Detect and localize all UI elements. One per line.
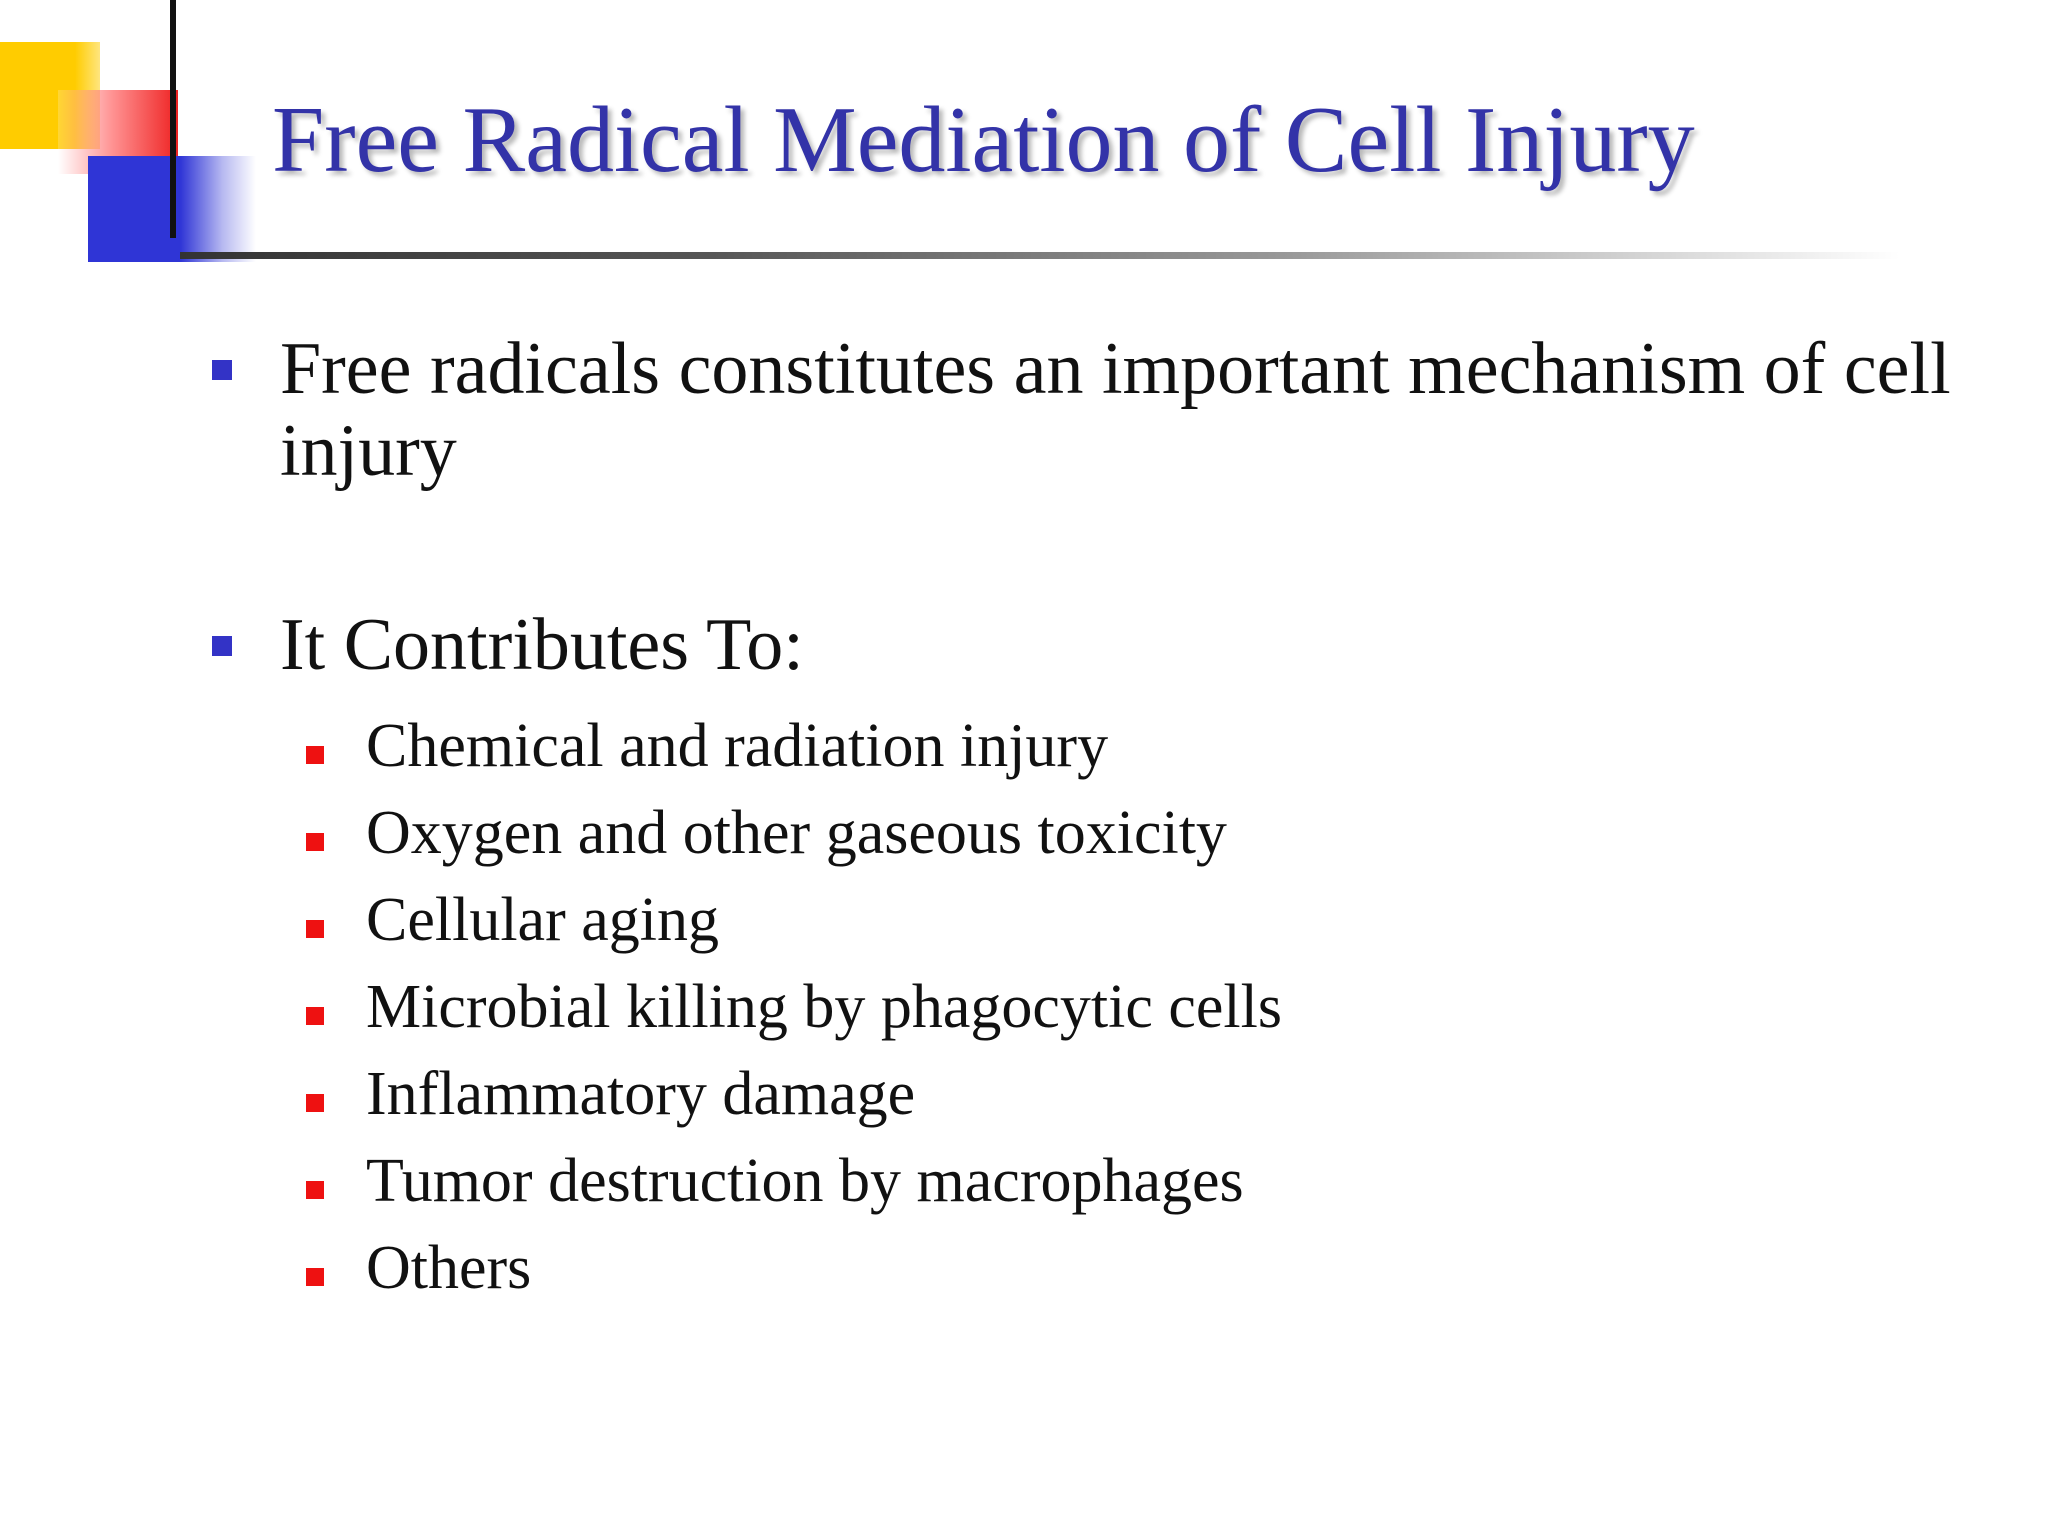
sub-item-text: Tumor destruction by macrophages [366,1147,1244,1215]
sub-item-text: Oxygen and other gaseous toxicity [366,799,1227,867]
slide-title: Free Radical Mediation of Cell Injury [272,88,1695,192]
square-bullet-icon [306,920,324,938]
bullet-item-2 [212,604,2012,686]
bullet-text: It Contributes To: [280,604,804,686]
sub-item-text: Others [366,1234,532,1302]
square-bullet-icon [306,1181,324,1199]
decorative-vertical-line [170,0,176,238]
sub-item-text: Chemical and radiation injury [366,712,1109,780]
square-bullet-icon [306,1007,324,1025]
title-underline [180,252,1900,259]
sub-item-text: Cellular aging [366,886,719,954]
sub-item-text: Inflammatory damage [366,1060,916,1128]
square-bullet-icon [306,1268,324,1286]
square-bullet-icon [212,360,232,380]
bullet-text: Free radicals constitutes an important mechanism of cell injury [280,328,1951,492]
square-bullet-icon [212,636,232,656]
square-bullet-icon [306,1094,324,1112]
bullet-item-1 [212,328,2012,492]
square-bullet-icon [306,833,324,851]
square-bullet-icon [306,746,324,764]
sub-item-text: Microbial killing by phagocytic cells [366,973,1283,1041]
